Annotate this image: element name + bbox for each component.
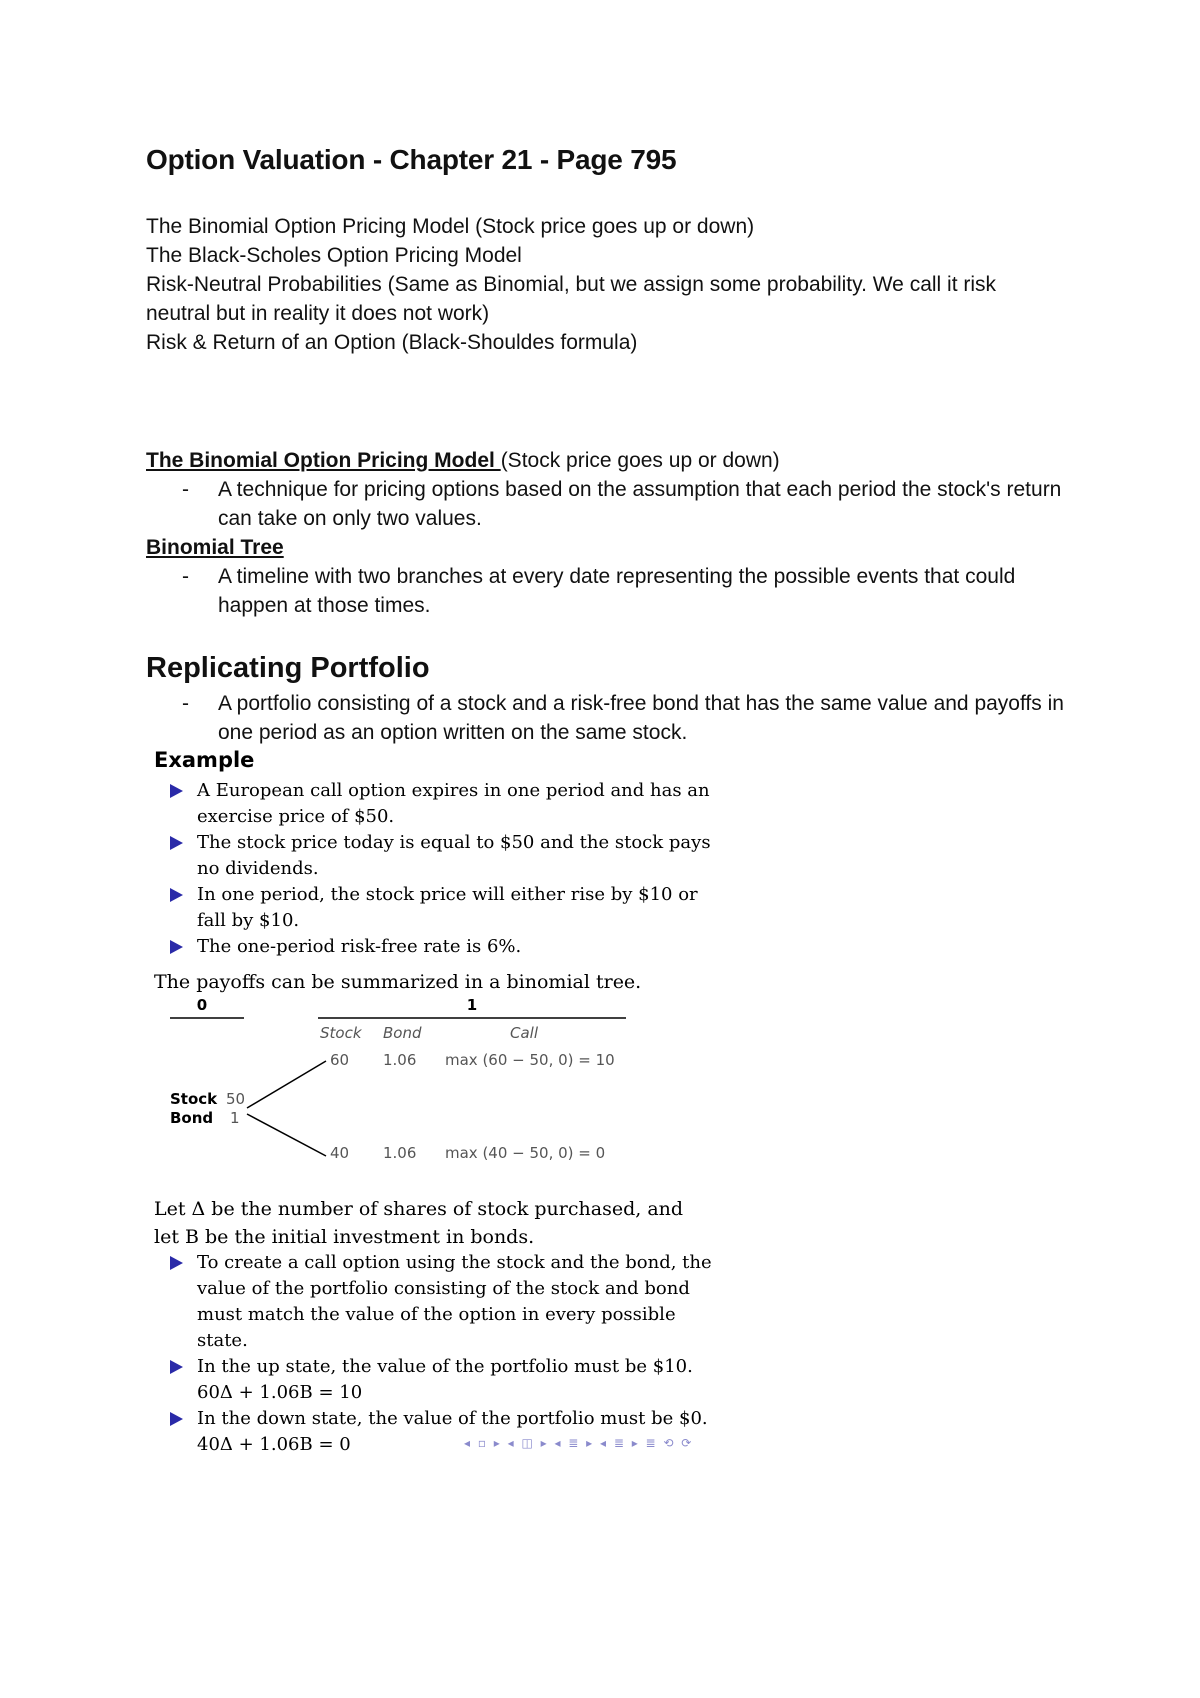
down-bond: 1.06 — [383, 1144, 417, 1162]
binomial-tree-heading: Binomial Tree — [146, 536, 284, 559]
triangle-bullet-icon — [170, 1256, 183, 1270]
slide-bullet — [170, 778, 730, 830]
dash-marker: - — [182, 692, 189, 715]
down-stock: 40 — [330, 1144, 350, 1162]
stock-label: Stock — [170, 1090, 218, 1108]
binomial-tree-diagram — [150, 996, 730, 1226]
bond-value: 1 — [230, 1109, 240, 1127]
stock-value: 50 — [226, 1090, 246, 1108]
time-1-label: 1 — [466, 996, 478, 1014]
replicating-section — [146, 689, 1076, 747]
slide-bullet — [170, 1406, 730, 1432]
slide-bullet-text: A European call option expires in one period and has an exercise price of $50. — [197, 780, 710, 827]
intro-list — [146, 212, 1066, 357]
replicating-heading: Replicating Portfolio — [146, 652, 430, 684]
up-call: max (60 − 50, 0) = 10 — [445, 1051, 615, 1069]
triangle-bullet-icon — [170, 1360, 183, 1374]
slide-title: Example — [154, 748, 255, 772]
slide-bullet-text: In one period, the stock price will either rise by $10 or fall by $10. — [197, 884, 698, 931]
slide-bullet-text: The stock price today is equal to $50 and the stock pays no dividends. — [197, 832, 711, 879]
slide-bullet-text: In the up state, the value of the portfolio must be $10. — [197, 1356, 693, 1377]
slide-bullet — [170, 882, 730, 934]
binomial-bullet — [146, 475, 1076, 533]
slide-bullet-text: The one-period risk-free rate is 6%. — [197, 936, 522, 957]
equation-down: 40Δ + 1.06B = 0 — [197, 1434, 351, 1455]
slide-bullets-2 — [170, 1250, 730, 1458]
slide-bullet-text: In the down state, the value of the portfolio must be $0. — [197, 1408, 708, 1429]
example-slide — [150, 748, 730, 1458]
intro-line-3: Risk-Neutral Probabilities (Same as Binomial, but we assign some probability. We call it risk neutral but in reality it does not work) — [146, 273, 997, 325]
equation-up: 60Δ + 1.06B = 10 — [197, 1382, 363, 1403]
triangle-bullet-icon — [170, 784, 183, 798]
triangle-bullet-icon — [170, 836, 183, 850]
dash-marker: - — [182, 565, 189, 588]
time-0-label: 0 — [196, 996, 208, 1014]
slide-bullets — [170, 778, 730, 960]
replicating-bullet-text: A portfolio consisting of a stock and a risk-free bond that has the same value and payoffs in one period as an option written on the same stock. — [218, 692, 1064, 744]
slide-bullet-text: To create a call option using the stock and the bond, the value of the portfolio consisting of the stock and bond must match the value of the option in every possible state. — [197, 1252, 712, 1351]
up-branch — [247, 1061, 326, 1108]
col-call-header: Call — [510, 1024, 539, 1042]
bond-label: Bond — [170, 1109, 214, 1127]
triangle-bullet-icon — [170, 888, 183, 902]
intro-line-4: Risk & Return of an Option (Black-Shouldes formula) — [146, 331, 638, 354]
slide-bullet — [170, 830, 730, 882]
binomial-heading-suffix: (Stock price goes up or down) — [500, 449, 780, 472]
binomial-tree-bullet — [146, 562, 1076, 620]
page-title: Option Valuation - Chapter 21 - Page 795 — [146, 144, 677, 175]
binomial-heading-line — [146, 446, 1076, 475]
slide-bullet — [170, 1354, 730, 1380]
down-call: max (40 − 50, 0) = 0 — [445, 1144, 606, 1162]
col-bond-header: Bond — [383, 1024, 422, 1042]
slide-bullet — [170, 1250, 730, 1354]
intro-line-2: The Black-Scholes Option Pricing Model — [146, 244, 522, 267]
let-text: Let Δ be the number of shares of stock purchased, and let B be the initial investment in bonds. — [154, 1198, 684, 1248]
replicating-bullet — [146, 689, 1076, 747]
triangle-bullet-icon — [170, 1412, 183, 1426]
binomial-tree-bullet-text: A timeline with two branches at every date representing the possible events that could happen at those times. — [218, 565, 1016, 617]
payoffs-text: The payoffs can be summarized in a binomial tree. — [154, 971, 642, 993]
binomial-bullet-text: A technique for pricing options based on the assumption that each period the stock's return can take on only two values. — [218, 478, 1062, 530]
intro-line-1: The Binomial Option Pricing Model (Stock price goes up or down) — [146, 215, 755, 238]
col-stock-header: Stock — [320, 1024, 362, 1042]
binomial-section — [146, 446, 1076, 620]
slide-bullet — [170, 934, 730, 960]
binomial-heading: The Binomial Option Pricing Model — [146, 449, 501, 472]
dash-marker: - — [182, 478, 189, 501]
up-stock: 60 — [330, 1051, 350, 1069]
down-branch — [247, 1114, 326, 1156]
up-bond: 1.06 — [383, 1051, 417, 1069]
slide-nav-bar: ◂ ▫ ▸ ◂ ◫ ▸ ◂ ≣ ▸ ◂ ≣ ▸ ≣ ⟲ ⟳ — [464, 1436, 694, 1450]
triangle-bullet-icon — [170, 940, 183, 954]
